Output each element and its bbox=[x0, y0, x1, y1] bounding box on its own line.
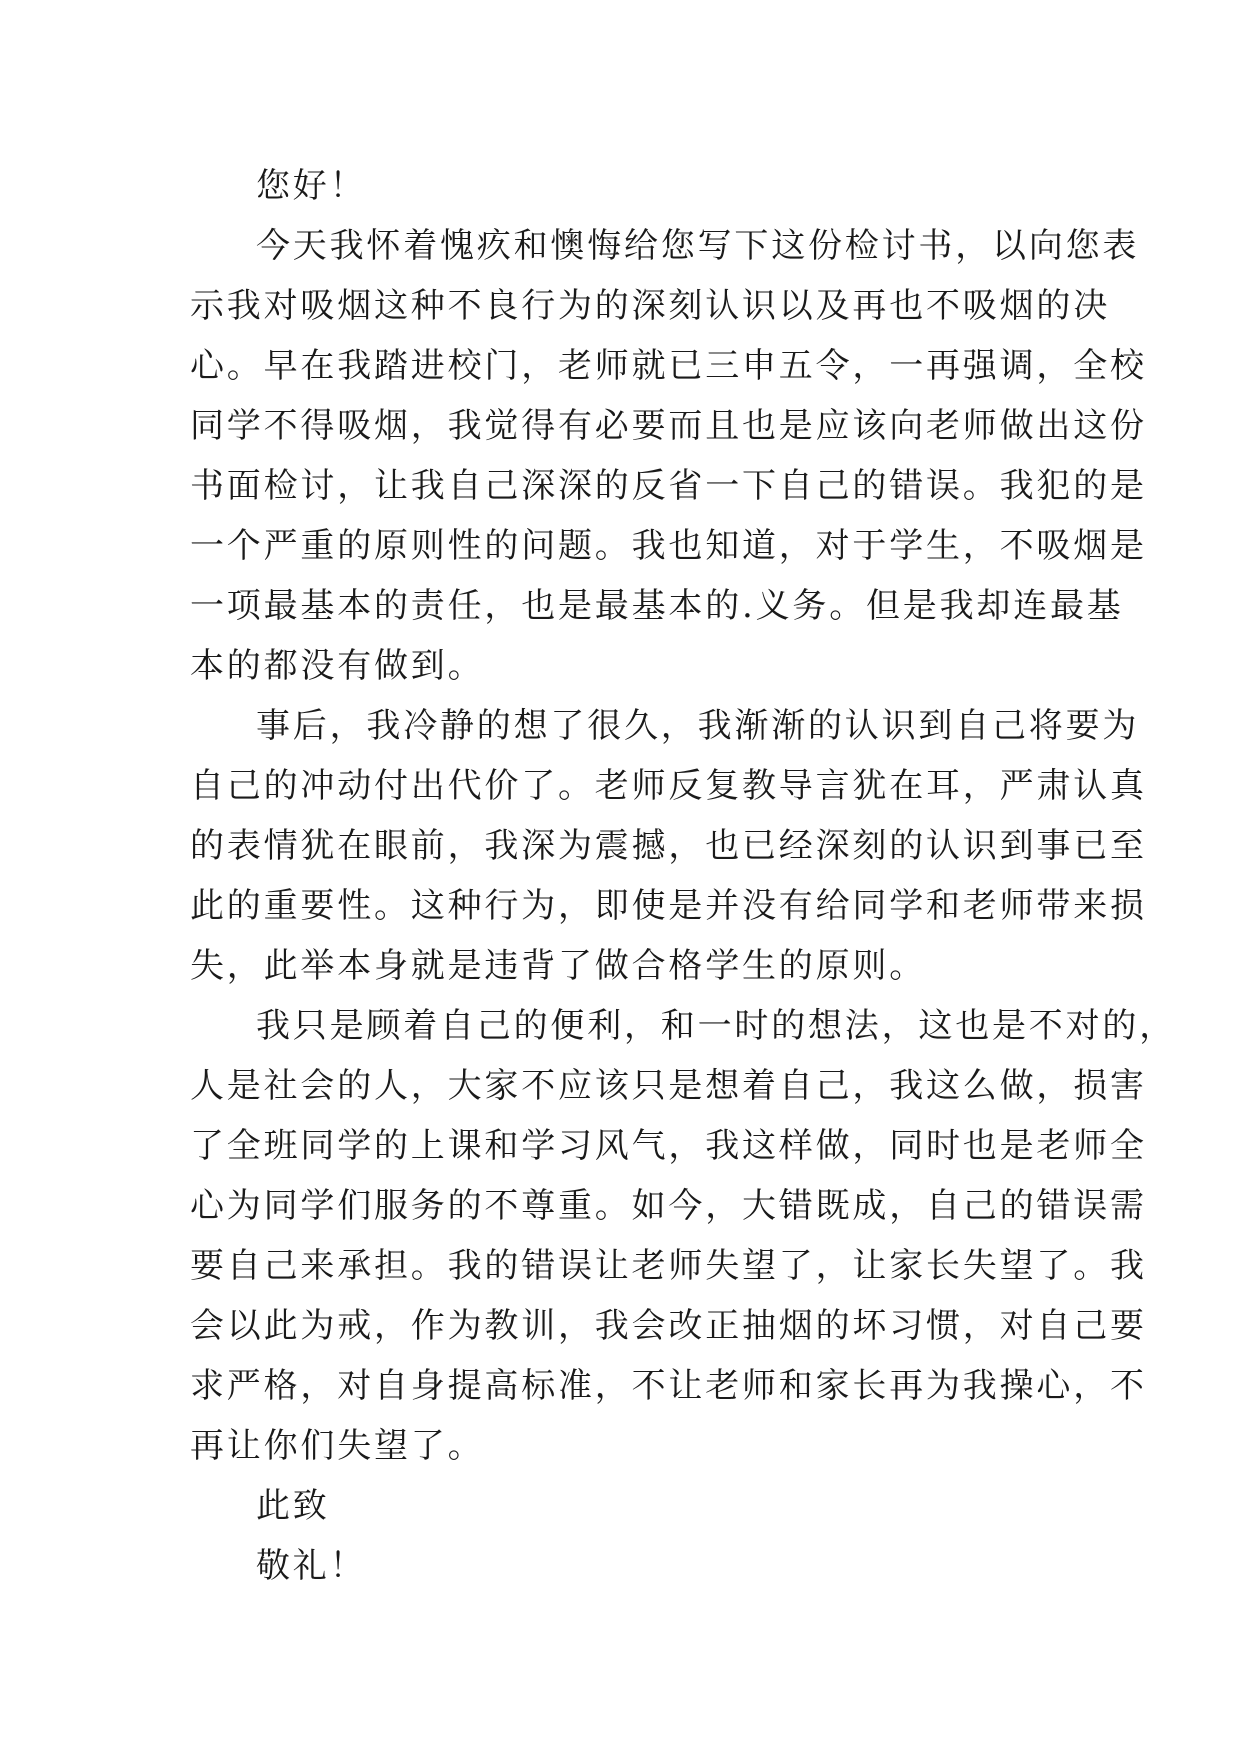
paragraph-line: 此的重要性。这种行为，即使是并没有给同学和老师带来损 bbox=[190, 886, 1147, 926]
paragraph-line: 心为同学们服务的不尊重。如今，大错既成，自己的错误需 bbox=[190, 1186, 1147, 1226]
greeting-line: 您好！ bbox=[256, 166, 367, 206]
paragraph-line: 示我对吸烟这种不良行为的深刻认识以及再也不吸烟的决 bbox=[190, 286, 1110, 326]
paragraph-line: 一项最基本的责任，也是最基本的.义务。但是我却连最基 bbox=[190, 586, 1124, 626]
paragraph-line: 我只是顾着自己的便利，和一时的想法，这也是不对的， bbox=[256, 1006, 1176, 1046]
paragraph-line: 再让你们失望了。 bbox=[190, 1426, 485, 1466]
paragraph-line: 会以此为戒，作为教训，我会改正抽烟的坏习惯，对自己要 bbox=[190, 1306, 1147, 1346]
paragraph-line: 失，此举本身就是违背了做合格学生的原则。 bbox=[190, 946, 926, 986]
paragraph-line: 求严格，对自身提高标准，不让老师和家长再为我操心，不 bbox=[190, 1366, 1147, 1406]
paragraph-line: 事后，我冷静的想了很久，我渐渐的认识到自己将要为 bbox=[256, 706, 1140, 746]
paragraph-line: 要自己来承担。我的错误让老师失望了，让家长失望了。我 bbox=[190, 1246, 1147, 1286]
paragraph-line: 书面检讨，让我自己深深的反省一下自己的错误。我犯的是 bbox=[190, 466, 1147, 506]
paragraph-line: 今天我怀着愧疚和懊悔给您写下这份检讨书，以向您表 bbox=[256, 226, 1140, 266]
paragraph-line: 自己的冲动付出代价了。老师反复教导言犹在耳，严肃认真 bbox=[190, 766, 1147, 806]
salutation-line: 敬礼！ bbox=[256, 1546, 367, 1586]
paragraph-line: 了全班同学的上课和学习风气，我这样做，同时也是老师全 bbox=[190, 1126, 1147, 1166]
paragraph-line: 人是社会的人，大家不应该只是想着自己，我这么做，损害 bbox=[190, 1066, 1147, 1106]
paragraph-line: 一个严重的原则性的问题。我也知道，对于学生，不吸烟是 bbox=[190, 526, 1147, 566]
paragraph-line: 心。早在我踏进校门，老师就已三申五令，一再强调，全校 bbox=[190, 346, 1147, 386]
closing-line: 此致 bbox=[256, 1486, 330, 1526]
paragraph-line: 同学不得吸烟，我觉得有必要而且也是应该向老师做出这份 bbox=[190, 406, 1147, 446]
paragraph-line: 本的都没有做到。 bbox=[190, 646, 485, 686]
letter-body bbox=[190, 156, 1176, 1596]
paragraph-line: 的表情犹在眼前，我深为震撼，也已经深刻的认识到事已至 bbox=[190, 826, 1147, 866]
